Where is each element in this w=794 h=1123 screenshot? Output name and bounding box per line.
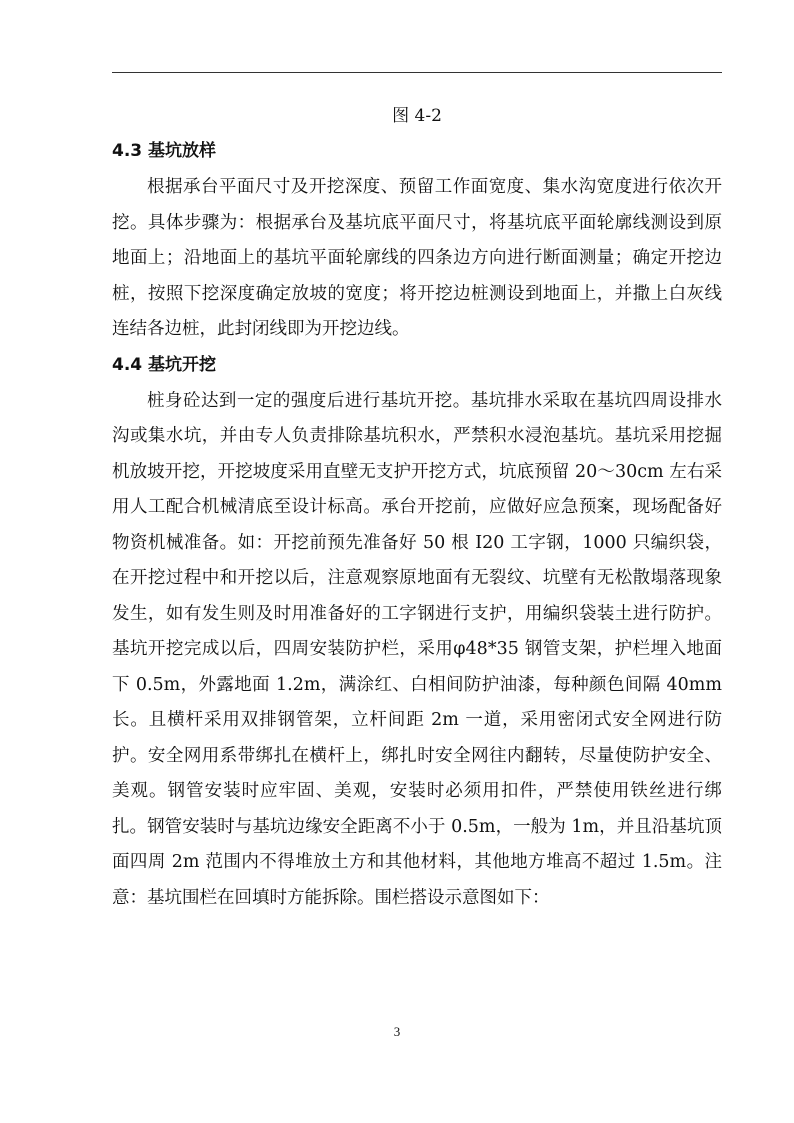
paragraph-4-4: 桩身砼达到一定的强度后进行基坑开挖。基坑排水采取在基坑四周设排水沟或集水坑，并由专人负责排除基坑积水，严禁积水浸泡基坑。基坑采用挖掘机放坡开挖，开挖坡度采用直壁无支护开挖方式，坑底预留 20～30cm 左右采用人工配合机械清底至设计标高。承台开挖前，应做好应急预案，现场配备好物资机械准备。如：开挖前预先准备好 50 根 I20 工字钢，1000 只编织袋，在开挖过程中和开挖以后，注意观察原地面有无裂纹、坑壁有无松散塌落现象发生，如有发生则及时用准备好的工字钢进行支护，用编织袋装土进行防护。基坑开挖完成以后，四周安装防护栏，采用φ48*35 钢管支架，护栏埋入地面下 0.5m，外露地面 1.2m，满涂红、白相间防护油漆，每种颜色间隔 40mm 长。且横杆采用双排钢管架，立杆间距 2m 一道，采用密闭式安全网进行防护。安全网用系带绑扎在横杆上，绑扎时安全网往内翻转，尽量使防护安全、美观。钢管安装时应牢固、美观，安装时必须用扣件，严禁使用铁丝进行绑扎。钢管安装时与基坑边缘安全距离不小于 0.5m，一般为 1m，并且沿基坑顶面四周 2m 范围内不得堆放土方和其他材料，其他地方堆高不超过 1.5m。注意：基坑围栏在回填时方能拆除。围栏搭设示意图如下：	[112, 390, 722, 908]
section-heading-4-3: 4.3 基坑放样	[112, 141, 217, 161]
paragraph-4-3: 根据承台平面尺寸及开挖深度、预留工作面宽度、集水沟宽度进行依次开挖。具体步骤为：根据承台及基坑底平面尺寸，将基坑底平面轮廓线测设到原地面上；沿地面上的基坑平面轮廓线的四条边方向进行断面测量；确定开挖边桩，按照下挖深度确定放坡的宽度；将开挖边桩测设到地面上，并撒上白灰线连结各边桩，此封闭线即为开挖边线。	[112, 177, 722, 339]
section-heading-4-4: 4.4 基坑开挖	[112, 354, 217, 375]
document-body	[112, 100, 722, 920]
header-rule	[112, 72, 722, 73]
figure-caption: 图 4-2	[392, 106, 442, 126]
page-number: 3	[393, 1024, 401, 1039]
